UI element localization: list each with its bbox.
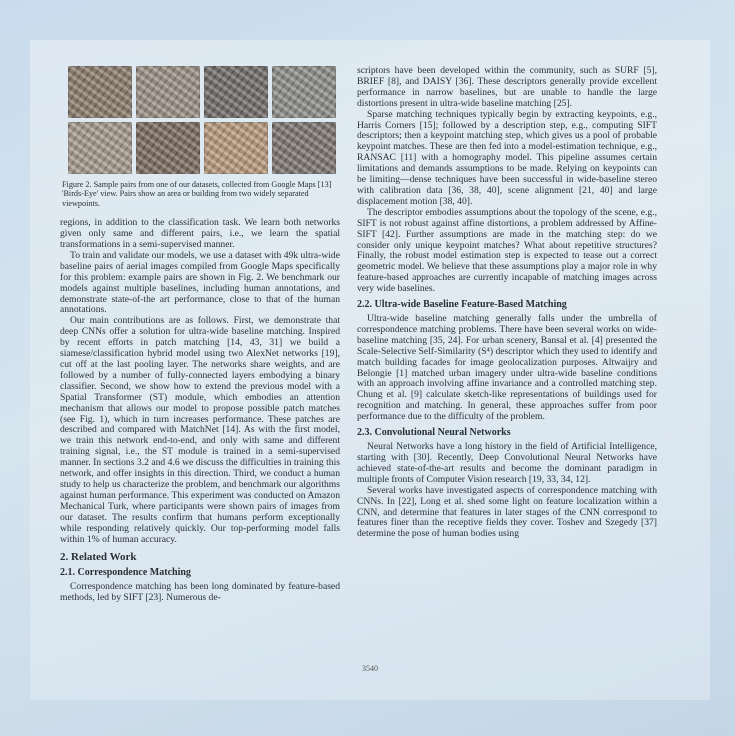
subsection-heading: 2.2. Ultra-wide Baseline Feature-Based Matching	[357, 299, 567, 311]
right-column	[357, 66, 657, 540]
left-column	[60, 40, 340, 604]
paragraph: Sparse matching techniques typically begin by extracting keypoints, e.g., Harris Corners [15]; followed by a description step, e.g., computing SIFT descriptors; then a keypoint matching step, which gives us a pool of probable keypoint matches. These are then fed into a model-estimation technique, e.g., RANSAC [11] with a homography model. This pipeline assumes certain limitations and demands assumptions to be made. Relying on keypoints can be limiting—dense techniques have been successful in wide-baseline stereo with calibration data [36, 38, 40], scene alignment [21, 40] and large displacement motion [38, 40].	[357, 108, 657, 207]
aerial-image-tile	[204, 66, 268, 118]
section-heading: 2. Related Work	[60, 551, 137, 564]
paragraph: Our main contributions are as follows. First, we demonstrate that deep CNNs offer a solution for ultra-wide baseline matching. Inspired by recent efforts in patch matching [14, 43, 31] we build a siamese/classification hybrid model using two AlexNet networks [19], cut off at the last pooling layer. The networks share weights, and are followed by a number of fully-connected layers embodying a binary classifier. Second, we show how to extend the previous model with a Spatial Transformer (ST) module, which embodies an attention mechanism that allows our model to propose possible patch matches (see Fig. 1), which in turn increases performance. These patches are described and compared with MatchNet [14]. As with the first model, we train this network end-to-end, and only with same and different training signal, i.e., the ST module is trained in a semi-supervised manner. In sections 3.2 and 4.6 we discuss the difficulties in training this network, and offer insights in this direction. Third, we conduct a human study to help us characterize the problem, and benchmark our algorithms against human performance. This experiment was conducted on Amazon Mechanical Turk, where participants were shown pairs of images from our dataset. The results confirm that humans perform exceptionally while responding relatively quickly. Our top-performing model falls within 1% of human accuracy.	[60, 315, 340, 545]
aerial-image-tile	[136, 122, 200, 174]
paragraph: scriptors have been developed within the community, such as SURF [5], BRIEF [8], and DAISY [36]. These descriptors generally provide excellent performance in narrow baselines, but are unable to handle the large distortions present in ultra-wide baseline matching [25].	[357, 65, 657, 109]
aerial-image-tile	[136, 66, 200, 118]
paper-page	[30, 40, 710, 700]
paragraph: regions, in addition to the classification task. We learn both networks given only same and different pairs, i.e., we learn the spatial transformations in a semi-supervised manner.	[60, 217, 340, 251]
subsection-heading: 2.3. Convolutional Neural Networks	[357, 427, 511, 439]
paragraph: To train and validate our models, we use a dataset with 49k ultra-wide baseline pairs of aerial images compiled from Google Maps specifically for this problem: example pairs are shown in Fig. 2. We benchmark our models against multiple baselines, including human annotations, and demonstrate state-of-the art performance, close to that of the human annotations.	[60, 249, 340, 316]
paragraph: Ultra-wide baseline matching generally falls under the umbrella of correspondence matching problems. There have been several works on wide-baseline matching [35, 24]. For urban scenery, Bansal et al. [4] presented the Scale-Selective Self-Similarity (S⁴) descriptor which they used to identify and match building facades for image geolocalization purposes. Altwaijry and Belongie [1] matched urban imagery under ultra-wide baseline conditions with an approach involving affine invariance and a controlled matching step. Chung et al. [9] calculate sketch-like representations of buildings used for recognition and matching. In general, these approaches suffer from poor performance due to the difficulty of the problem.	[357, 313, 657, 423]
figure-image-grid	[68, 66, 340, 174]
aerial-image-tile	[272, 66, 336, 118]
paragraph: The descriptor embodies assumptions about the topology of the scene, e.g., SIFT is not robust against affine distortions, a problem addressed by Affine-SIFT [42]. Further assumptions are made in the matching step: do we consider only unique keypoint matches? What about repetitive structures? Finally, the robust model estimation step is expected to tease out a correct geometric model. We believe that these assumptions play a major role in why feature-based approaches are currently incapable of matching images across very wide baselines.	[357, 206, 657, 295]
paragraph: Correspondence matching has been long dominated by feature-based methods, led by SIFT [23]. Numerous de-	[60, 581, 340, 604]
aerial-image-tile	[68, 66, 132, 118]
aerial-image-tile	[68, 122, 132, 174]
page-number: 3540	[362, 664, 378, 673]
subsection-heading: 2.1. Correspondence Matching	[60, 567, 191, 579]
paragraph: Neural Networks have a long history in the field of Artificial Intelligence, starting with [30]. Recently, Deep Convolutional Neural Networks have achieved state-of-the-art results and become the dominant paradigm in multiple fronts of Computer Vision research [19, 33, 34, 12].	[357, 441, 657, 485]
aerial-image-tile	[204, 122, 268, 174]
figure-caption: Figure 2. Sample pairs from one of our datasets, collected from Google Maps [13] 'Birds-Eye' view. Pairs show an area or building from two widely separated viewpoints.	[62, 180, 332, 208]
paragraph: Several works have investigated aspects of correspondence matching with CNNs. In [22], Long et al. shed some light on feature localization within a CNN, and determine that features in later stages of the CNN correspond to features finer than the receptive fields they cover. Toshev and Szegedy [37] determine the pose of human bodies using	[357, 484, 657, 540]
aerial-image-tile	[272, 122, 336, 174]
